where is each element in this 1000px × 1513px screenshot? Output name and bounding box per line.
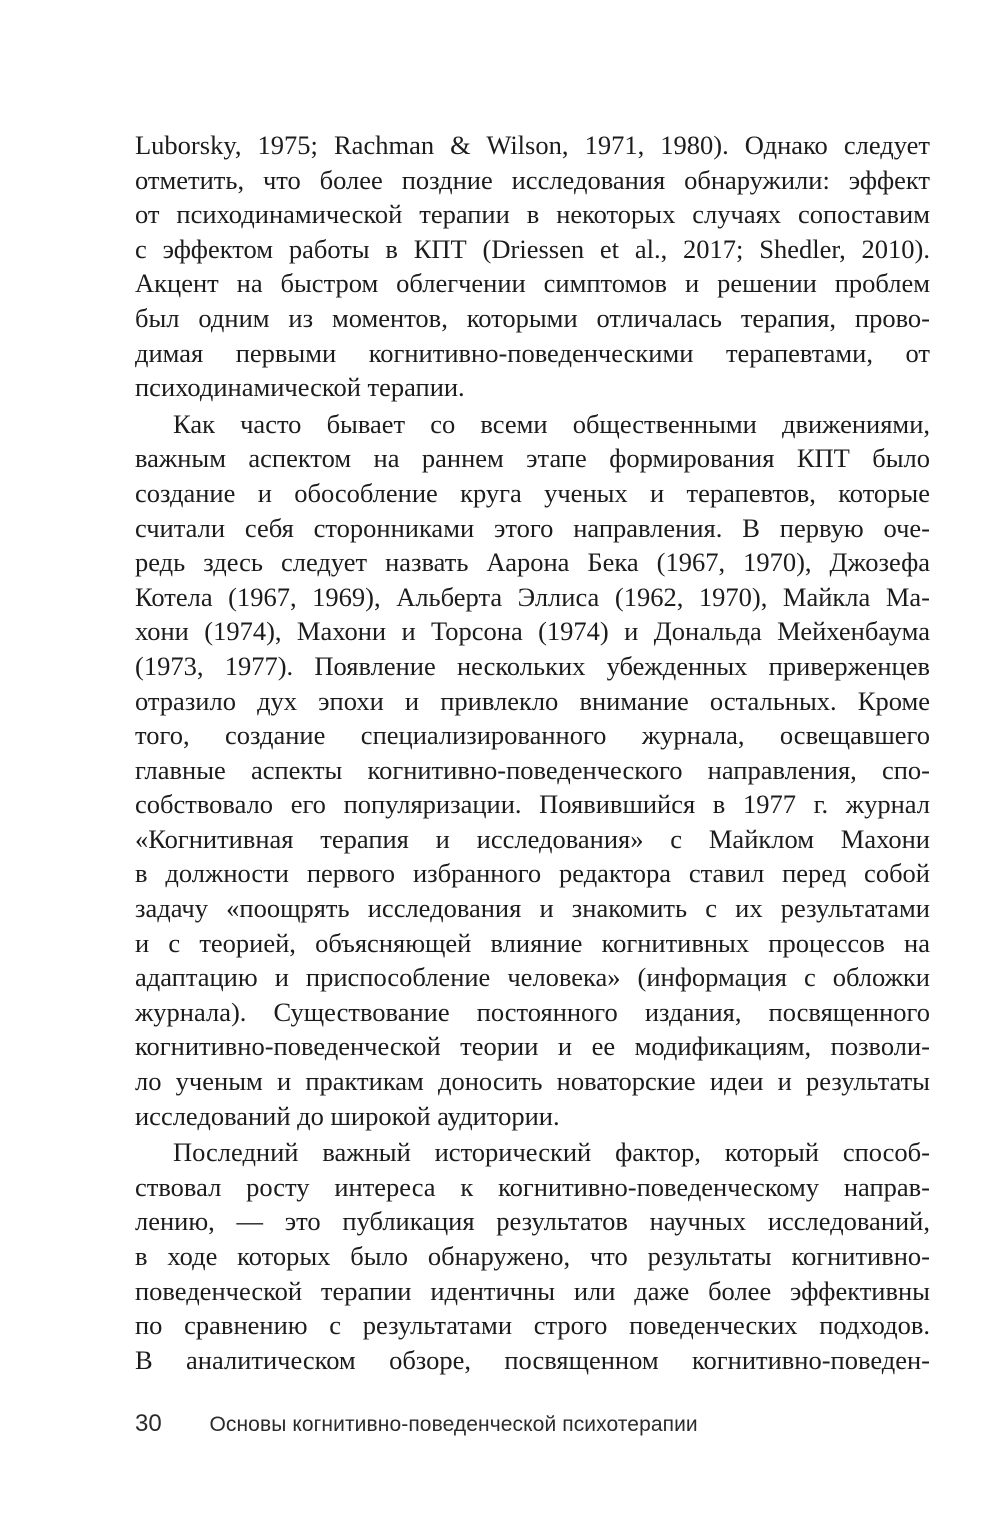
text-line: димая первыми когнитивно-поведенческими терапевтами, от [135, 337, 930, 368]
text-line: задачу «поощрять исследования и знакомить с их результатами [135, 893, 930, 924]
text-line: и с теорией, объясняющей влияние когнитивных процессов на [135, 927, 930, 958]
paragraph-1 [135, 128, 930, 405]
text-line: «Когнитивная терапия и исследования» с Майклом Махони [135, 823, 930, 854]
paragraph-3 [135, 1135, 930, 1377]
text-line: исследований до широкой аудитории. [135, 1100, 560, 1131]
text-line: лению, — это публикация результатов научных исследований, [135, 1206, 930, 1237]
text-line: когнитивно-поведенческой теории и ее модификациям, позволи- [135, 1031, 930, 1062]
text-line: главные аспекты когнитивно-поведенческого направления, спо- [135, 754, 930, 785]
text-line: от психодинамической терапии в некоторых случаях сопоставим [135, 199, 930, 230]
text-line: журнала). Существование постоянного издания, посвященного [135, 996, 930, 1027]
text-line: по сравнению с результатами строго поведенческих подходов. [135, 1310, 930, 1341]
text-line: В аналитическом обзоре, посвященном когнитивно-поведен- [135, 1344, 930, 1375]
paragraph-2 [135, 407, 930, 1133]
text-line: ствовал росту интереса к когнитивно-поведенческому направ- [135, 1171, 930, 1202]
text-line: был одним из моментов, которыми отличалась терапия, прово- [135, 302, 930, 333]
text-line: Как часто бывает со всеми общественными движениями, [173, 408, 930, 439]
text-line: создание и обособление круга ученых и терапевтов, которые [135, 477, 930, 508]
text-line: Последний важный исторический фактор, который способ- [173, 1137, 930, 1168]
text-line: в ходе которых было обнаружено, что результаты когнитивно- [135, 1241, 930, 1271]
text-line: собствовало его популяризации. Появившийся в 1977 г. журнал [135, 789, 930, 820]
running-title: Основы когнитивно-поведенческой психотерапии [209, 1413, 698, 1436]
text-line: редь здесь следует назвать Аарона Бека (1967, 1970), Джозефа [135, 547, 930, 578]
text-line: психодинамической терапии. [135, 372, 465, 403]
text-line: считали себя сторонниками этого направления. В первую оче- [135, 512, 930, 543]
text-line: отразило дух эпохи и привлекло внимание остальных. Кроме [135, 685, 930, 716]
text-line: адаптацию и приспособление человека» (информация с обложки [135, 962, 930, 993]
text-line: Котела (1967, 1969), Альберта Эллиса (1962, 1970), Майкла Ма- [135, 581, 930, 612]
text-line: важным аспектом на раннем этапе формирования КПТ было [135, 443, 930, 474]
page-number: 30 [135, 1410, 162, 1437]
text-line: отметить, что более поздние исследования обнаружили: эффект [135, 164, 930, 195]
page-footer [135, 1406, 698, 1442]
text-line: хони (1974), Махони и Торсона (1974) и Дональда Мейхенбаума [135, 616, 930, 647]
text-line: ло ученым и практикам доносить новаторские идеи и результаты [135, 1066, 930, 1097]
text-line: Акцент на быстром облегчении симптомов и решении проблем [135, 268, 930, 299]
text-line: поведенческой терапии идентичны или даже более эффективны [135, 1275, 930, 1306]
text-line: Luborsky, 1975; Rachman & Wilson, 1971, 1980). Однако следует [135, 130, 930, 160]
text-line: с эффектом работы в КПТ (Driessen et al., 2017; Shedler, 2010). [135, 233, 930, 264]
text-line: в должности первого избранного редактора ставил перед собой [135, 858, 930, 889]
text-line: (1973, 1977). Появление нескольких убежденных приверженцев [135, 650, 930, 681]
text-line: того, создание специализированного журнала, освещавшего [135, 720, 930, 751]
body-text [135, 128, 930, 1377]
